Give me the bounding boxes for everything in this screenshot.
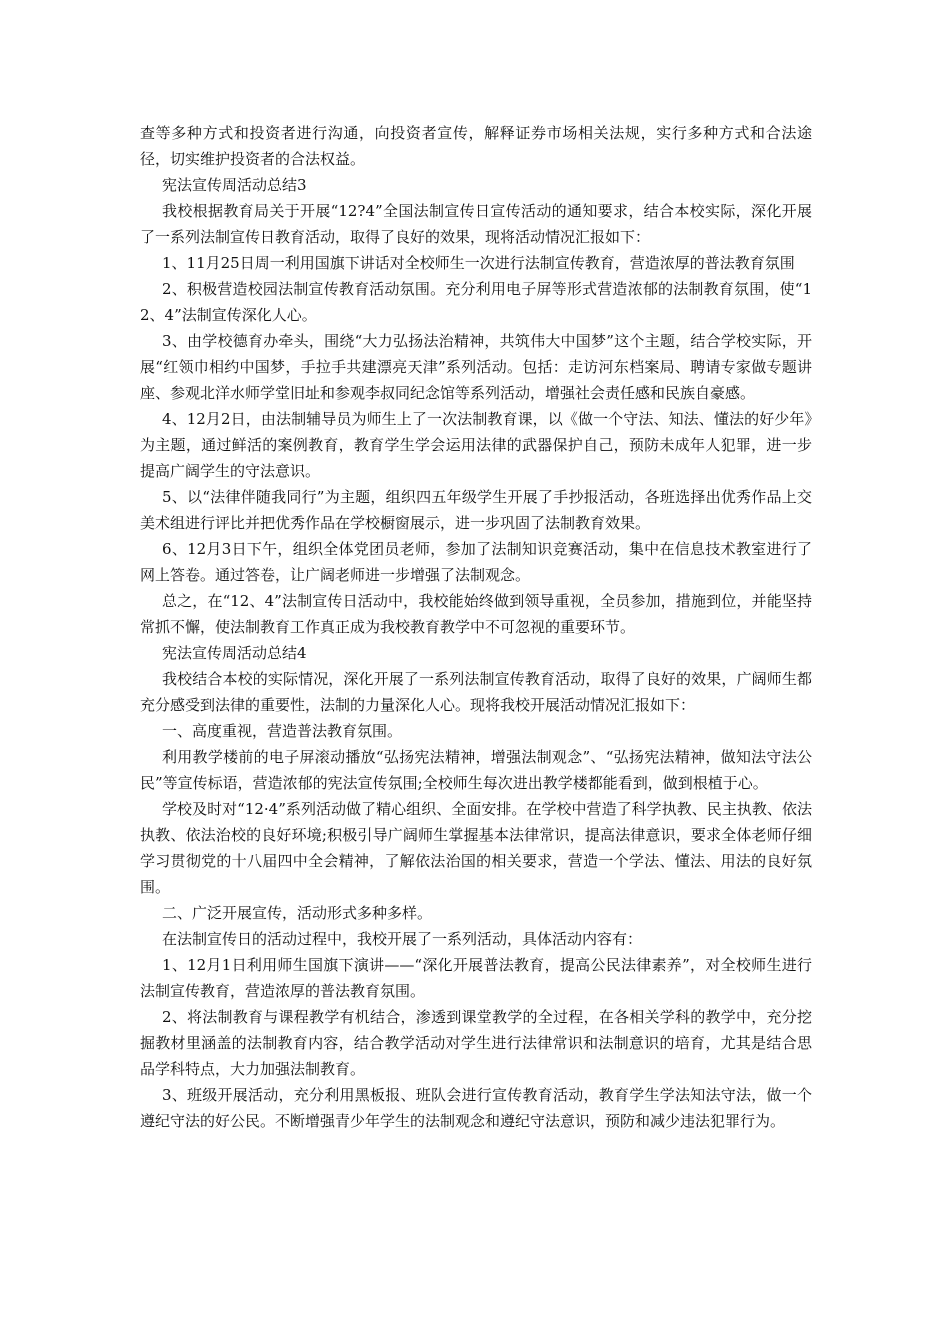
- paragraph: 利用教学楼前的电子屏滚动播放“弘扬宪法精神，增强法制观念”、“弘扬宪法精神，做知法守法公民”等宣传标语，营造浓郁的宪法宣传氛围;全校师生每次进出教学楼都能看到，做到根植于心。: [140, 748, 812, 792]
- section-heading-4: 宪法宣传周活动总结4: [162, 644, 307, 662]
- paragraph: 我校根据教育局关于开展“12?4”全国法制宣传日宣传活动的通知要求，结合本校实际，深化开展了一系列法制宣传日教育活动，取得了良好的效果，现将活动情况汇报如下：: [140, 202, 812, 246]
- paragraph: 3、由学校德育办牵头，围绕“大力弘扬法治精神，共筑伟大中国梦”这个主题，结合学校实际，开展“红领巾相约中国梦，手拉手共建漂亮天津”系列活动。包括：走访河东档案局、聘请专家做专题讲座、参观北洋水师学堂旧址和参观李叔同纪念馆等系列活动，增强社会责任感和民族自豪感。: [140, 332, 812, 402]
- paragraph: 3、班级开展活动，充分利用黑板报、班队会进行宣传教育活动，教育学生学法知法守法，做一个遵纪守法的好公民。不断增强青少年学生的法制观念和遵纪守法意识，预防和减少违法犯罪行为。: [140, 1086, 812, 1130]
- section-heading-3: 宪法宣传周活动总结3: [162, 176, 307, 194]
- paragraph: 1、11月25日周一利用国旗下讲话对全校师生一次进行法制宣传教育，营造浓厚的普法教育氛围: [162, 254, 795, 272]
- paragraph: 2、将法制教育与课程教学有机结合，渗透到课堂教学的全过程，在各相关学科的教学中，充分挖掘教材里涵盖的法制教育内容，结合教学活动对学生进行法律常识和法制意识的培育，尤其是结合思品学科特点，大力加强法制教育。: [140, 1008, 812, 1078]
- paragraph: 4、12月2日，由法制辅导员为师生上了一次法制教育课，以《做一个守法、知法、懂法的好少年》为主题，通过鲜活的案例教育，教育学生学会运用法律的武器保护自己，预防未成年人犯罪，进一步提高广阔学生的守法意识。: [140, 410, 812, 480]
- paragraph: 在法制宣传日的活动过程中，我校开展了一系列活动，具体活动内容有：: [162, 930, 643, 948]
- paragraph: 5、以“法律伴随我同行”为主题，组织四五年级学生开展了手抄报活动，各班选择出优秀作品上交美术组进行评比并把优秀作品在学校橱窗展示，进一步巩固了法制教育效果。: [140, 488, 812, 532]
- paragraph: 二、广泛开展宣传，活动形式多种多样。: [162, 904, 433, 922]
- paragraph: 学校及时对“12·4”系列活动做了精心组织、全面安排。在学校中营造了科学执教、民主执教、依法执教、依法治校的良好环境;积极引导广阔师生掌握基本法律常识，提高法律意识，要求全体老师仔细学习贯彻党的十八届四中全会精神，了解依法治国的相关要求，营造一个学法、懂法、用法的良好氛围。: [140, 800, 812, 896]
- paragraph: 1、12月1日利用师生国旗下演讲——“深化开展普法教育，提高公民法律素养”，对全校师生进行法制宣传教育，营造浓厚的普法教育氛围。: [140, 956, 812, 1000]
- paragraph: 我校结合本校的实际情况，深化开展了一系列法制宣传教育活动，取得了良好的效果，广阔师生都充分感受到法律的重要性，法制的力量深化人心。现将我校开展活动情况汇报如下：: [140, 670, 812, 714]
- paragraph: 一、高度重视，营造普法教育氛围。: [162, 722, 403, 740]
- paragraph: 2、积极营造校园法制宣传教育活动氛围。充分利用电子屏等形式营造浓郁的法制教育氛围，使“12、4”法制宣传深化人心。: [140, 280, 812, 324]
- document-body: [140, 120, 812, 1134]
- paragraph-continuation: 查等多种方式和投资者进行沟通，向投资者宣传，解释证券市场相关法规，实行多种方式和合法途径，切实维护投资者的合法权益。: [140, 124, 812, 168]
- paragraph: 6、12月3日下午，组织全体党团员老师，参加了法制知识竞赛活动，集中在信息技术教室进行了网上答卷。通过答卷，让广阔老师进一步增强了法制观念。: [140, 540, 812, 584]
- paragraph: 总之，在“12、4”法制宣传日活动中，我校能始终做到领导重视，全员参加，措施到位，并能坚持常抓不懈，使法制教育工作真正成为我校教育教学中不可忽视的重要环节。: [140, 592, 812, 636]
